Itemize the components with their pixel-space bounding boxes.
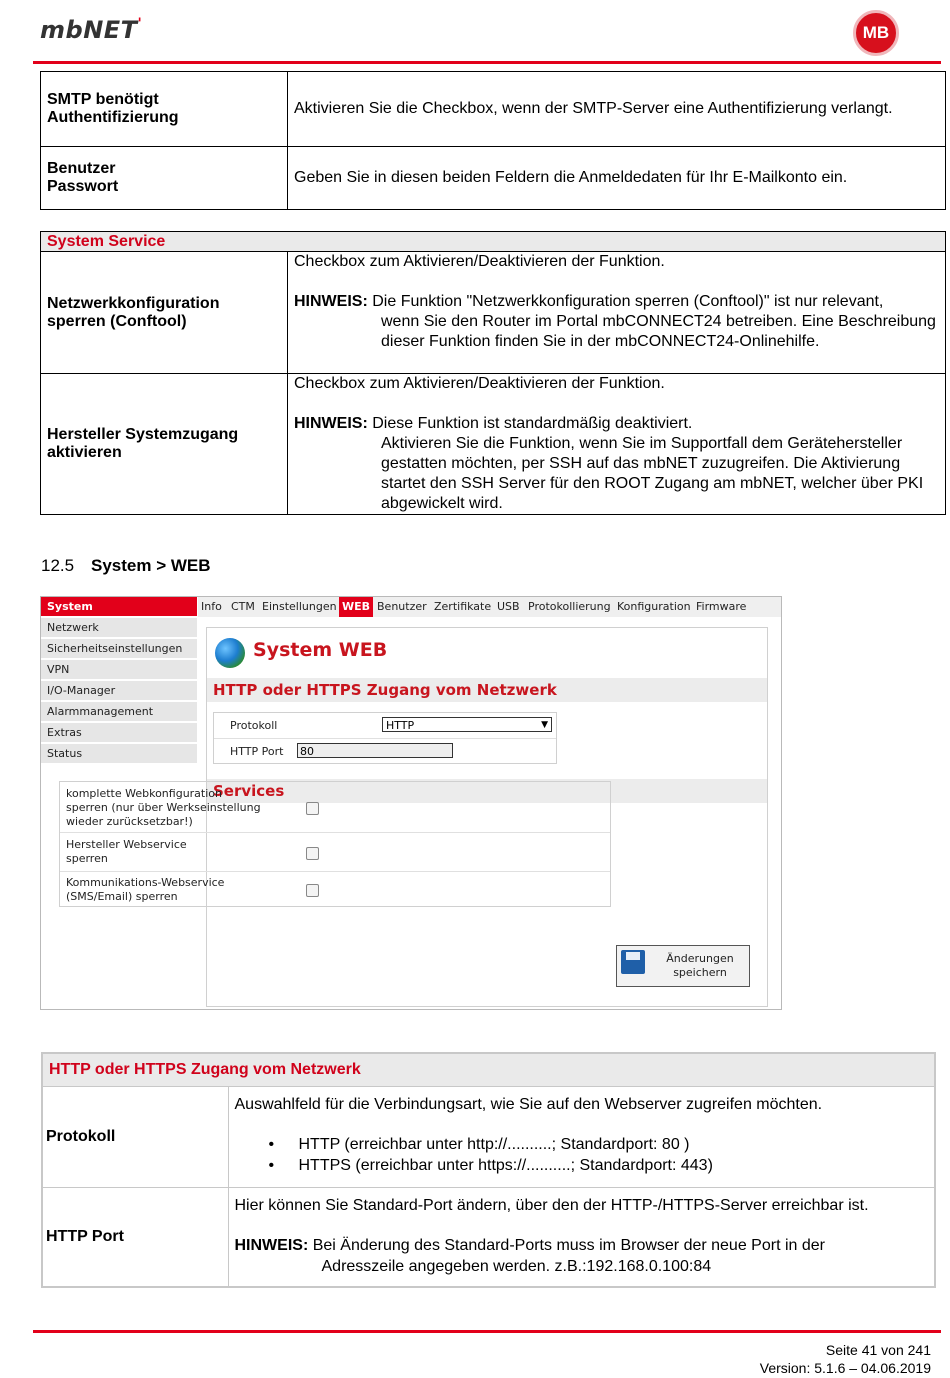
hinweis-label: HINWEIS: [294,293,368,310]
protokoll-selected-value: HTTP [386,719,415,732]
service-label: komplette Webkonfiguration sperren (nur über Werkseinstellung wieder zurücksetzbar!) [66,787,261,828]
row-description [288,252,946,374]
system-service-table [40,231,946,515]
http-port-input[interactable]: 80 [297,743,453,758]
table-row [41,72,946,147]
table-row [42,1188,935,1287]
description-line: Checkbox zum Aktivieren/Deaktivieren der Funktion. [294,375,665,392]
tab-info[interactable]: Info [201,600,222,613]
tab-konfiguration[interactable]: Konfiguration [617,600,691,613]
service-label: Kommunikations-Webservice (SMS/Email) sperren [66,876,225,903]
tab-zertifikate[interactable]: Zertifikate [434,600,492,613]
note-first-line [235,1235,929,1256]
note-text: Die Funktion "Netzwerkkonfiguration sperren (Conftool)" ist nur relevant, [372,293,884,310]
note-continuation: Adresszeile angegeben werden. z.B.:192.168.0.100:84 [321,1258,712,1275]
service-checkbox[interactable] [306,802,319,815]
tab-web[interactable]: WEB [339,597,373,617]
tab-benutzer[interactable]: Benutzer [377,600,427,613]
table-row [42,1087,935,1188]
service-row [60,833,610,872]
logo-mark: ' [137,16,143,32]
logo-text: mbNET [40,16,138,44]
table-row [41,374,946,515]
note-continuation: Aktivieren Sie die Funktion, wenn Sie im Supportfall dem Gerätehersteller gestatten möchten, per SSH auf das mbNET zuzugreifen. Die Aktivierung startet den SSH Server für den ROOT Zugang am mbNET, welcher über PKI abgewickelt wird. [381,435,924,512]
sidebar-item-alarmmanagement[interactable]: Alarmmanagement [41,702,197,722]
note-first-line [294,292,939,312]
table-row [41,147,946,210]
section-title: System Service [41,232,946,252]
tab-protokollierung[interactable]: Protokollierung [528,600,611,613]
description-line: Checkbox zum Aktivieren/Deaktivieren der Funktion. [294,253,665,270]
system-web-screenshot [40,596,782,1010]
row-label: Hersteller Systemzugang aktivieren [41,374,288,515]
smtp-auth-table [40,71,946,210]
sidebar-item-io-manager[interactable]: I/O-Manager [41,681,197,701]
protokoll-select[interactable] [382,717,552,732]
description-line: Hier können Sie Standard-Port ändern, über den der HTTP-/HTTPS-Server erreichbar ist. [234,1197,869,1214]
row-description [288,374,946,515]
row-label: Benutzer Passwort [41,147,288,210]
list-item: • HTTPS (erreichbar unter https://..........; Standardport: 443) [235,1155,929,1176]
list-item: • HTTP (erreichbar unter http://..........; Standardport: 80 ) [235,1134,929,1155]
note-text: Bei Änderung des Standard-Ports muss im Browser der neue Port in der [312,1237,825,1254]
section-title: HTTP oder HTTPS Zugang vom Netzwerk [42,1053,935,1087]
service-checkbox[interactable] [306,847,319,860]
http-settings-table [41,1052,936,1288]
row-label: Protokoll [42,1087,228,1188]
service-label: Hersteller Webservice sperren [66,838,187,865]
row-label: Netzwerkkonfiguration sperren (Conftool) [41,252,288,374]
section-title: System > WEB [91,556,211,575]
header-divider [33,61,941,64]
sidebar-item-system[interactable]: System [41,597,197,617]
http-port-label: HTTP Port [230,745,284,758]
http-settings-form [213,712,557,764]
mb-badge-logo: MB [853,10,899,56]
service-row [60,782,610,833]
page-number: Seite 41 von 241 [825,1342,931,1358]
table-row [41,252,946,374]
protocol-list [235,1134,929,1176]
service-checkbox[interactable] [306,884,319,897]
mbnet-logo [40,16,142,44]
sidebar-item-status[interactable]: Status [41,744,197,764]
note-first-line [294,414,939,434]
table-section-header [41,232,946,252]
sidebar-item-extras[interactable]: Extras [41,723,197,743]
form-row-port [214,739,556,764]
dropdown-arrow-icon: ▼ [541,720,548,730]
save-button-label: Änderungen speichern [666,952,734,979]
row-description [228,1188,935,1287]
row-label: HTTP Port [42,1188,228,1287]
hinweis-label: HINWEIS: [294,415,368,432]
tab-firmware[interactable]: Firmware [696,600,747,613]
services-section-band: Services [207,779,767,803]
tab-usb[interactable]: USB [497,600,520,613]
section-number: 12.5 [41,556,75,575]
row-description: Geben Sie in diesen beiden Feldern die Anmeldedaten für Ihr E-Mailkonto ein. [288,147,946,210]
footer-divider [33,1330,941,1333]
service-row [60,872,610,906]
version-info: Version: 5.1.6 – 04.06.2019 [759,1360,931,1376]
hinweis-label: HINWEIS: [234,1237,309,1254]
form-row-protokoll [214,713,556,739]
tab-einstellungen[interactable]: Einstellungen [262,600,337,613]
sidebar-item-sicherheitseinstellungen[interactable]: Sicherheitseinstellungen [41,639,197,659]
page-title: System WEB [253,639,388,661]
sidebar-item-netzwerk[interactable]: Netzwerk [41,618,197,638]
top-tab-bar [198,597,781,617]
save-changes-button[interactable] [616,945,750,987]
row-description: Aktivieren Sie die Checkbox, wenn der SMTP-Server eine Authentifizierung verlangt. [288,72,946,147]
tab-ctm[interactable]: CTM [231,600,255,613]
table-section-header [42,1053,935,1087]
services-form [59,781,611,907]
note-text: Diese Funktion ist standardmäßig deaktiviert. [372,415,693,432]
globe-icon [215,638,245,668]
http-section-band: HTTP oder HTTPS Zugang vom Netzwerk [207,678,767,702]
row-description [228,1087,935,1188]
description-line: Auswahlfeld für die Verbindungsart, wie Sie auf den Webserver zugreifen möchten. [234,1096,823,1113]
row-label: SMTP benötigt Authentifizierung [41,72,288,147]
floppy-disk-icon [621,950,645,974]
protokoll-label: Protokoll [230,719,278,732]
note-continuation: wenn Sie den Router im Portal mbCONNECT24 betreiben. Eine Beschreibung dieser Funktion finden Sie in der mbCONNECT24-Onlinehilfe. [381,313,936,350]
sidebar-item-vpn[interactable]: VPN [41,660,197,680]
